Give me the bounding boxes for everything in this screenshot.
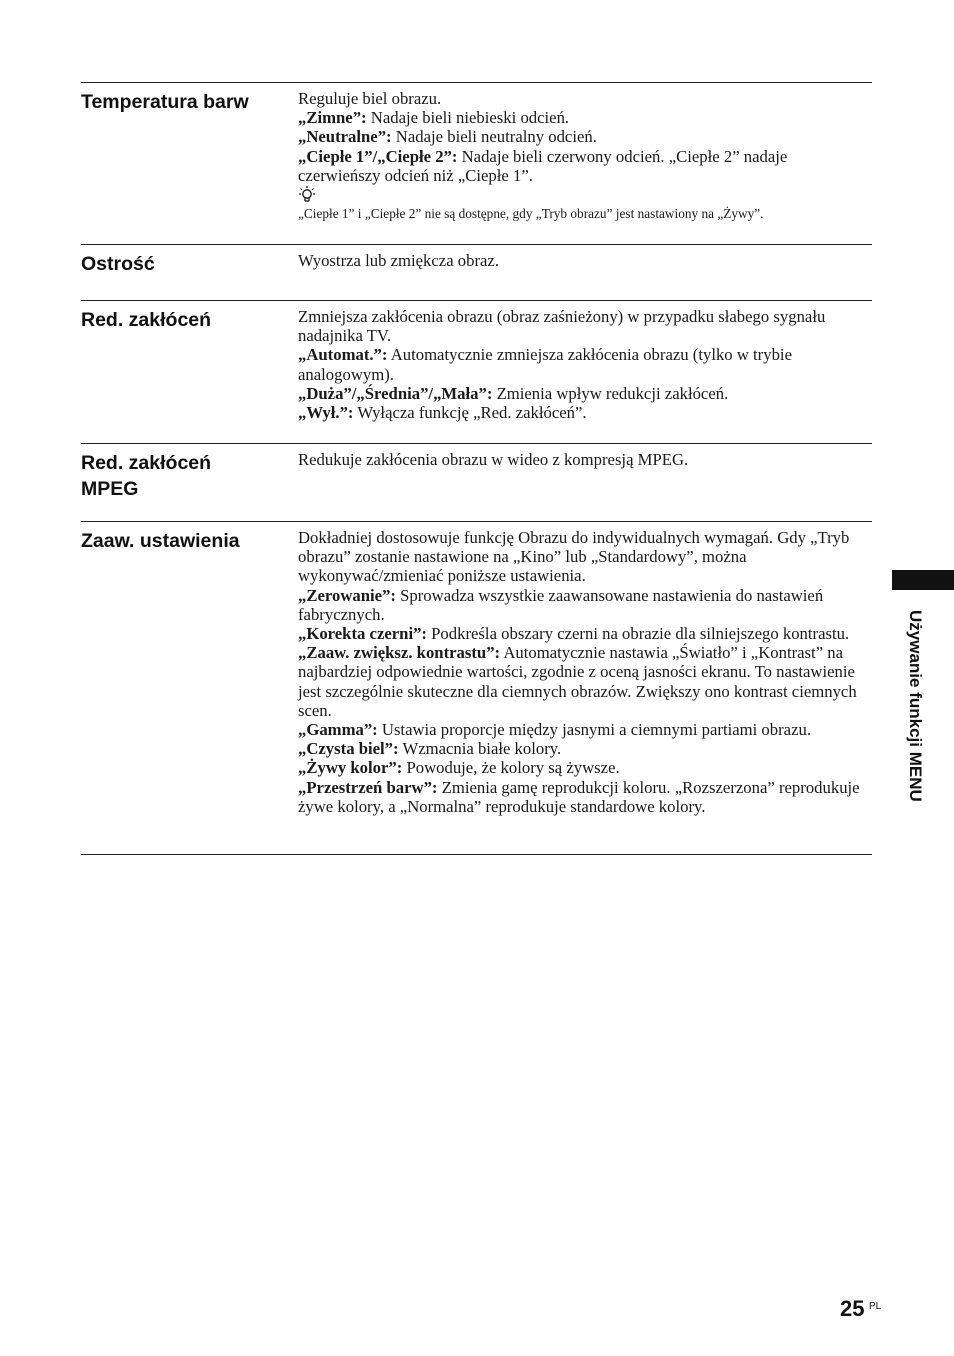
lightbulb-tip-icon [298,185,316,205]
description-line: Redukuje zakłócenia obrazu w wideo z kompresją MPEG. [298,450,689,469]
table-row-temperatura-barw [81,83,872,245]
description-line: „Wył.”: Wyłącza funkcję „Red. zakłóceń”. [298,403,587,423]
page-number: 25 [840,1296,865,1321]
term-label: Zaaw. ustawienia [81,530,240,552]
description-line: „Korekta czerni”: Podkreśla obszary czerni na obrazie dla silniejszego kontrastu. [298,624,850,644]
description-line: „Zimne”: Nadaje bieli niebieski odcień. [298,108,570,128]
term-label: Red. zakłóceń MPEG [81,452,212,500]
description-line: „Żywy kolor”: Powoduje, że kolory są żywsze. [298,758,620,778]
option-name: „Zimne”: [298,108,367,128]
option-name: „Neutralne”: [298,127,392,147]
tip-note: „Ciepłe 1” i „Ciepłe 2” nie są dostępne, gdy „Tryb obrazu” jest nastawiony na „Żywy”. [298,206,764,222]
term-description [298,307,872,443]
table-row-zaaw-ustawienia [81,522,872,855]
term-description [298,89,872,244]
term-description [298,528,872,854]
description-line: „Gamma”: Ustawia proporcje między jasnymi a ciemnymi partiami obrazu. [298,720,811,740]
settings-table [81,82,872,855]
option-name: „Korekta czerni”: [298,624,427,644]
option-name: „Czysta biel”: [298,739,399,759]
description-line: „Zaaw. zwiększ. kontrastu”: Automatycznie nastawia „Światło” i „Kontrast” na najbardziej odpowiednie wartości, zgodnie z oceną jasności ekranu. To nastawienie jest szczególnie skuteczne dla ciemnych obrazów. Zwiększy ono kontrast ciemnych scen. [298,643,857,720]
option-name: „Przestrzeń barw”: [298,777,438,797]
term-label: Ostrość [81,253,155,275]
description-line: „Neutralne”: Nadaje bieli neutralny odcień. [298,127,597,147]
option-name: „Automat.”: [298,345,388,365]
section-side-label: Używanie funkcji MENU [906,610,925,802]
description-line: Zmniejsza zakłócenia obrazu (obraz zaśnieżony) w przypadku słabego sygnału nadajnika TV. [298,307,826,346]
description-line: „Automat.”: Automatycznie zmniejsza zakłócenia obrazu (tylko w trybie analogowym). [298,345,792,384]
description-line: Reguluje biel obrazu. [298,89,442,108]
section-tab-marker [892,570,954,590]
term-label: Red. zakłóceń [81,309,212,331]
option-name: „Duża”/„Średnia”/„Mała”: [298,383,493,403]
option-name: „Żywy kolor”: [298,758,403,778]
option-name: „Zerowanie”: [298,585,396,605]
description-line: Dokładniej dostosowuje funkcję Obrazu do indywidualnych wymagań. Gdy „Tryb obrazu” zostanie nastawione na „Kino” lub „Standardowy”, można wykonywać/zmieniać poniższe ustawienia. [298,528,850,586]
description-line: „Zerowanie”: Sprowadza wszystkie zaawansowane nastawienia do nastawień fabrycznych. [298,585,824,624]
table-row-red-zaklocen-mpeg [81,444,872,522]
description-line: „Czysta biel”: Wzmacnia białe kolory. [298,739,562,759]
term-label: Temperatura barw [81,91,249,113]
description-line: Wyostrza lub zmiękcza obraz. [298,251,499,270]
term-description [298,450,872,521]
option-name: „Gamma”: [298,720,378,740]
page-language-code: PL [869,1301,882,1312]
table-row-ostrosc [81,245,872,301]
description-line: „Przestrzeń barw”: Zmienia gamę reprodukcji koloru. „Rozszerzona” reprodukuje żywe kolory, a „Normalna” reprodukuje standardowe kolory. [298,777,860,816]
table-row-red-zaklocen [81,301,872,444]
description-line: „Ciepłe 1”/„Ciepłe 2”: Nadaje bieli czerwony odcień. „Ciepłe 2” nadaje czerwieńszy odcień niż „Ciepłe 1”. [298,146,788,185]
description-line: „Duża”/„Średnia”/„Mała”: Zmienia wpływ redukcji zakłóceń. [298,383,729,403]
option-name: „Zaaw. zwiększ. kontrastu”: [298,643,501,663]
option-name: „Ciepłe 1”/„Ciepłe 2”: [298,146,458,166]
term-description [298,251,872,300]
option-name: „Wył.”: [298,403,354,423]
